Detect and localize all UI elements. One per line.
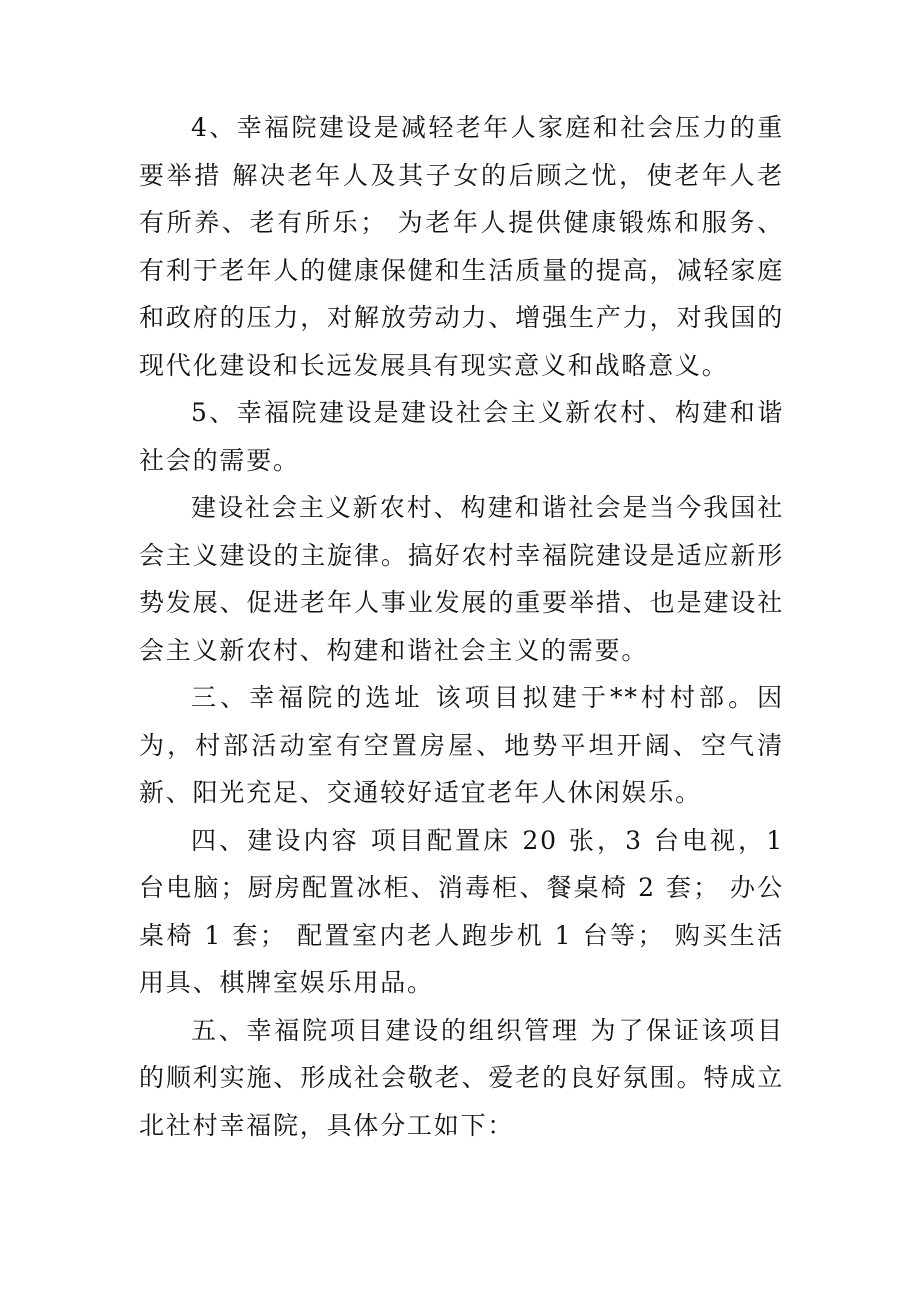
paragraph-1: 4、幸福院建设是减轻老年人家庭和社会压力的重要举措 解决老年人及其子女的后顾之忧，使老年人老有所养、老有所乐； 为老年人提供健康锻炼和服务、有利于老年人的健康保健和生活质量的提高，减轻家庭和政府的压力，对解放劳动力、增强生产力，对我国的现代化建设和长远发展具有现实意义和战略意义。 [139, 113, 784, 380]
paragraph-2: 5、幸福院建设是建设社会主义新农村、构建和谐社会的需要。 [139, 398, 784, 475]
paragraph-4: 三、幸福院的选址 该项目拟建于**村村部。因为，村部活动室有空置房屋、地势平坦开阔、空气清新、阳光充足、交通较好适宜老年人休闲娱乐。 [139, 683, 784, 807]
paragraph-6: 五、幸福院项目建设的组织管理 为了保证该项目的顺利实施、形成社会敬老、爱老的良好氛围。特成立北社村幸福院，具体分工如下： [139, 1015, 784, 1140]
document-body [139, 104, 784, 1149]
paragraph-3: 建设社会主义新农村、构建和谐社会是当今我国社会主义建设的主旋律。搞好农村幸福院建设是适应新形势发展、促进老年人事业发展的重要举措、也是建设社会主义新农村、构建和谐社会主义的需要。 [139, 493, 784, 665]
paragraph-5: 四、建设内容 项目配置床 20 张，3 台电视，1 台电脑；厨房配置冰柜、消毒柜、餐桌椅 2 套； 办公桌椅 1 套； 配置室内老人跑步机 1 台等； 购买生活用具、棋牌室娱乐用品。 [139, 825, 784, 997]
